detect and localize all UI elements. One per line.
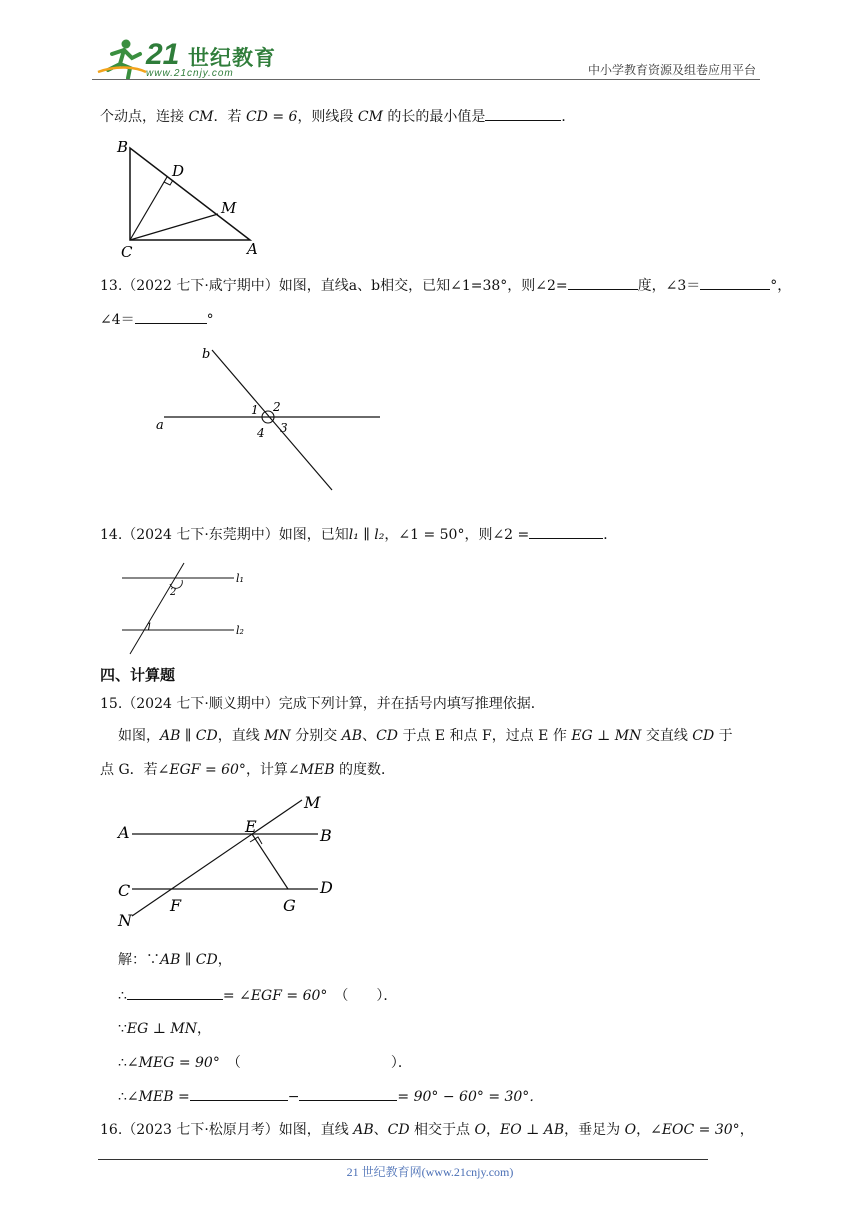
fig15-label-e: E (245, 817, 257, 836)
q12-answer-blank[interactable] (485, 106, 561, 121)
logo-title: 世纪教育 (188, 46, 276, 70)
fig12-label-m: M (221, 199, 237, 217)
fig12-label-b: B (117, 138, 129, 156)
fig13-label-1: 1 (251, 403, 259, 417)
q13-figure (150, 342, 390, 494)
fig15-label-g: G (283, 896, 296, 915)
fig13-label-2: 2 (273, 400, 281, 414)
footer-text: 21 世纪教育网(www.21cnjy.com) (346, 1165, 514, 1179)
fig13-label-a: a (156, 418, 164, 433)
q15-line1: 15.（2024 七下·顺义期中）完成下列计算，并在括号内填写推理依据． (100, 696, 545, 712)
fig14-label-l1: l₁ (236, 572, 244, 585)
q13-angle2-blank[interactable] (568, 275, 638, 290)
q15-line2: 如图，AB ∥ CD，直线 MN 分别交 AB、CD 于点 E 和点 F，过点 E 作 EG ⊥ MN 交直线 CD 于 (118, 728, 733, 744)
q14-answer-blank[interactable] (529, 524, 603, 539)
fig15-label-n: N (118, 911, 132, 930)
fig14-label-2: 2 (170, 587, 177, 598)
fig14-label-l2: l₂ (236, 624, 244, 637)
q13-angle4-blank[interactable] (135, 309, 207, 324)
fig15-label-d: D (320, 878, 333, 897)
q14-figure (112, 560, 262, 660)
footer-divider (98, 1159, 708, 1160)
fig12-label-a: A (247, 240, 258, 258)
q12-text: 个动点，连接 CM．若 CD = 6，则线段 CM 的长的最小值是 ． (100, 106, 575, 127)
fig12-label-c: C (121, 243, 133, 260)
fig14-label-1: 1 (146, 622, 153, 633)
q13-line2: ∠4＝ ° (100, 309, 214, 330)
q15-solution-line3: ∵EG ⊥ MN， (118, 1021, 211, 1037)
fig15-label-a: A (118, 823, 130, 842)
q15-solution-line4: ∴∠MEG = 90° （ ）． (118, 1055, 412, 1071)
q15-figure (112, 790, 352, 934)
q13-angle3-blank[interactable] (700, 275, 770, 290)
fig12-label-d: D (172, 162, 185, 180)
q14-text: 14.（2024 七下·东莞期中）如图，已知l₁ ∥ l₂，∠1 = 50°，则∠2 = ． (100, 524, 617, 545)
q15-solution-line5: ∴∠MEB = − = 90° − 60° = 30°． (118, 1086, 543, 1107)
fig15-label-c: C (118, 881, 131, 900)
q15-angle-blank[interactable] (127, 985, 223, 1000)
fig15-label-f: F (170, 896, 182, 915)
q12-figure (110, 136, 260, 260)
fig15-label-b: B (320, 826, 332, 845)
fig13-label-b: b (202, 347, 211, 362)
q15-second-angle-blank[interactable] (299, 1086, 397, 1101)
section-title: 四、计算题 (100, 666, 176, 684)
q15-solution-line2: ∴ = ∠EGF = 60° （ ）． (118, 985, 397, 1006)
fig15-label-m: M (304, 793, 321, 812)
logo-url: www.21cnjy.com (146, 68, 234, 79)
q16-text: 16.（2023 七下·松原月考）如图，直线 AB、CD 相交于点 O，EO ⊥ AB，垂足为 O，∠EOC = 30°， (100, 1122, 754, 1138)
header-platform-text: 中小学教育资源及组卷应用平台 (587, 63, 756, 77)
runner-icon (98, 40, 146, 79)
fig13-label-3: 3 (280, 421, 288, 435)
header-divider (92, 79, 760, 80)
q15-solution-line1: 解：∵AB ∥ CD， (118, 952, 232, 968)
fig13-label-4: 4 (257, 426, 265, 440)
q15-line3: 点 G．若∠EGF = 60°，计算∠MEB 的度数． (100, 762, 395, 778)
logo-number: 21 (146, 38, 180, 71)
q15-first-angle-blank[interactable] (190, 1086, 288, 1101)
q13-line1: 13.（2022 七下·咸宁期中）如图，直线a、b相交，已知∠1=38°，则∠2= 度，∠3＝ °， (100, 275, 791, 296)
